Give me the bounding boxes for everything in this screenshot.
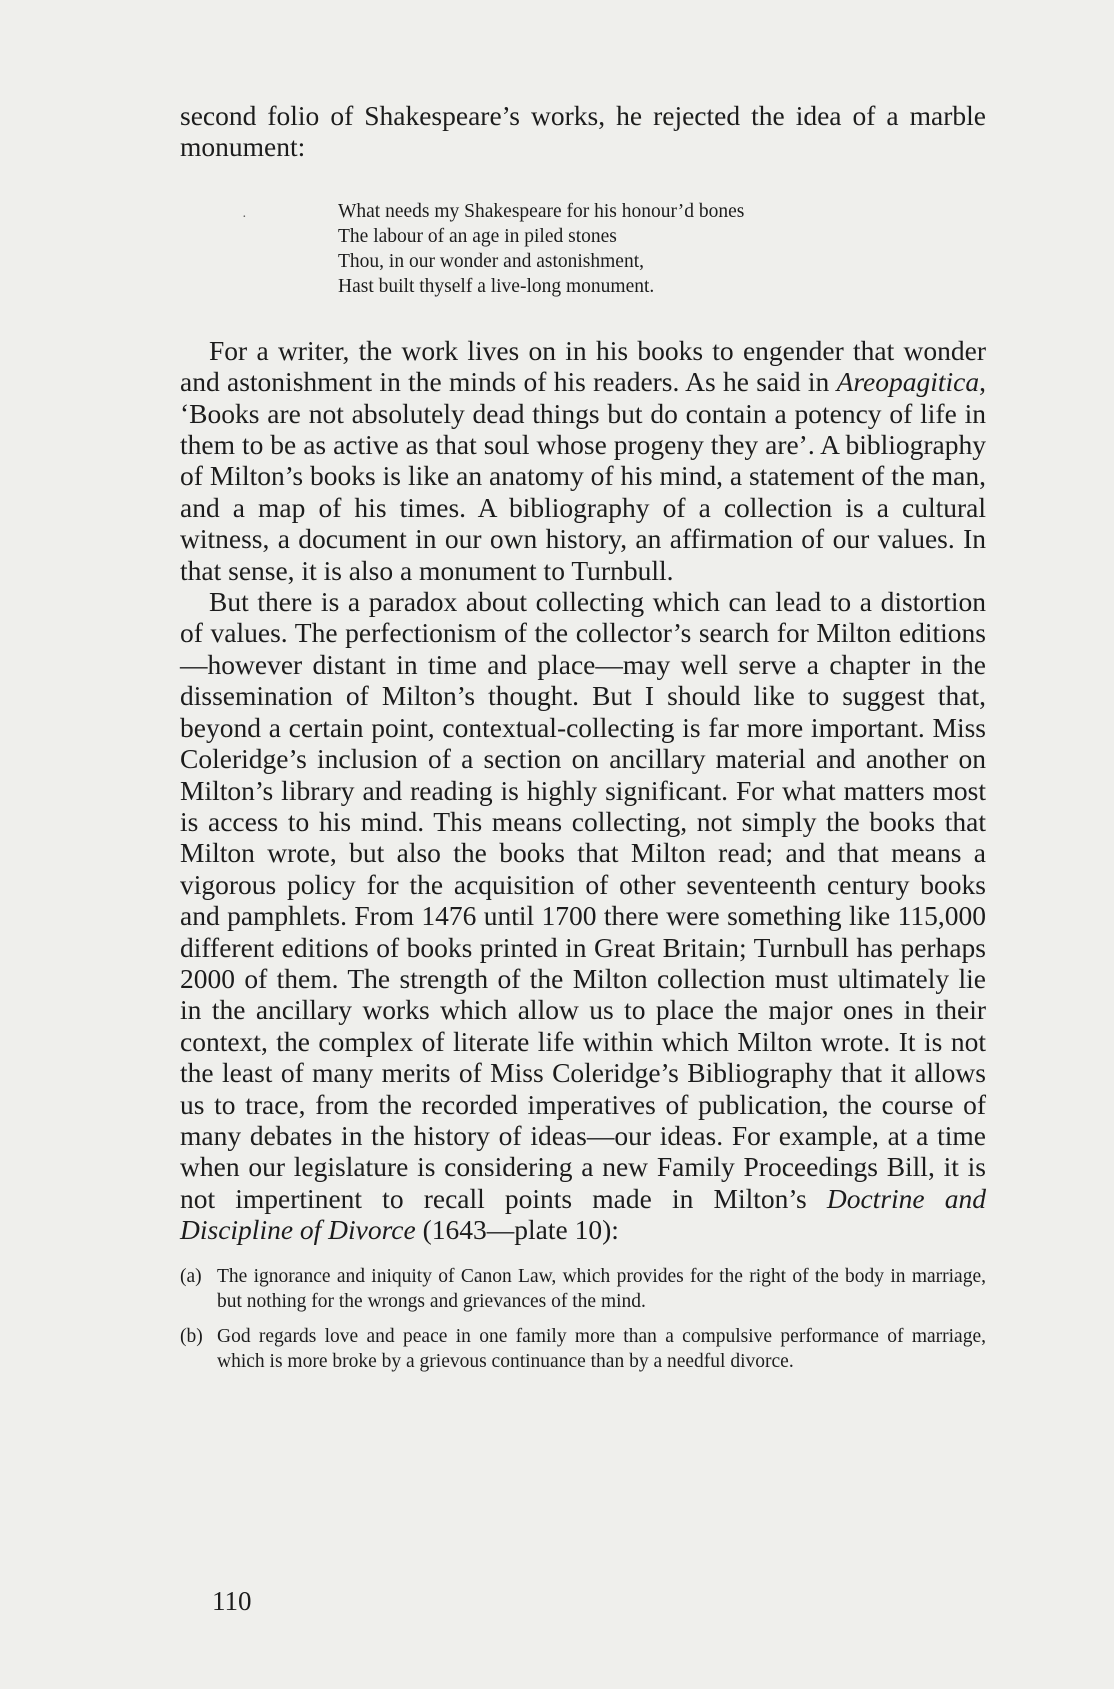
list-item — [180, 1264, 986, 1315]
verse-line: The labour of an age in piled stones — [338, 225, 617, 247]
point-list — [180, 1264, 986, 1375]
verse-line: Hast built thyself a live-long monument. — [338, 275, 655, 297]
stray-mark: · — [242, 210, 247, 225]
verse-line: Thou, in our wonder and astonishment, — [338, 250, 644, 272]
list-item-label: (b) — [180, 1325, 203, 1347]
list-item-label: (a) — [180, 1265, 202, 1287]
text-column — [180, 100, 986, 1384]
verse-quotation — [338, 199, 986, 299]
intro-paragraph: second folio of Shakespeare’s works, he rejected the idea of a marble monument: — [180, 100, 986, 163]
list-item — [180, 1324, 986, 1375]
page-number: 110 — [212, 1586, 252, 1616]
list-item-text: God regards love and peace in one family more than a compulsive performance of marriage, which is more broke by a grievous continuance than by a needful divorce. — [217, 1325, 986, 1373]
verse-line: What needs my Shakespeare for his honour’d bones — [338, 200, 745, 222]
list-item-text: The ignorance and iniquity of Canon Law, which provides for the right of the body in marriage, but nothing for the wrongs and grievances of the mind. — [217, 1265, 986, 1313]
body-paragraph-1: For a writer, the work lives on in his books to engender that wonder and astonishment in the minds of his readers. As he said in Areopagitica, ‘Books are not absolutely dead things but do contain a potency of life in them to be as active as that soul whose progeny they are’. A bibliography of Milton’s books is like an anatomy of his mind, a statement of the man, and a map of his times. A bibliography of a collection is a cultural witness, a document in our own history, an affirmation of our values. In that sense, it is also a monument to Turnbull. — [180, 334, 986, 586]
body-paragraph-2: But there is a paradox about collecting which can lead to a distortion of values. The perfectionism of the collector’s search for Milton editions—however distant in time and place—may well serve a chapter in the dissemination of Milton’s thought. But I should like to suggest that, beyond a certain point, contextual-collecting is far more important. Miss Coleridge’s inclusion of a section on ancillary material and another on Milton’s library and reading is highly significant. For what matters most is access to his mind. This means collecting, not simply the books that Milton wrote, but also the books that Milton read; and that means a vigorous policy for the acquisition of other seventeenth century books and pamphlets. From 1476 until 1700 there were something like 115,000 different editions of books printed in Great Britain; Turnbull has perhaps 2000 of them. The strength of the Milton collection must ultimately lie in the ancillary works which allow us to place the major ones in their context, the complex of literate life within which Milton wrote. It is not the least of many merits of Miss Coleridge’s Bibliography that it allows us to trace, from the recorded imperatives of publication, the course of many debates in the history of ideas—our ideas. For example, at a time when our legislature is considering a new Family Proceedings Bill, it is not impertinent to recall points made in Milton’s Doctrine and Discipline of Divorce (1643—plate 10): — [180, 586, 987, 1246]
